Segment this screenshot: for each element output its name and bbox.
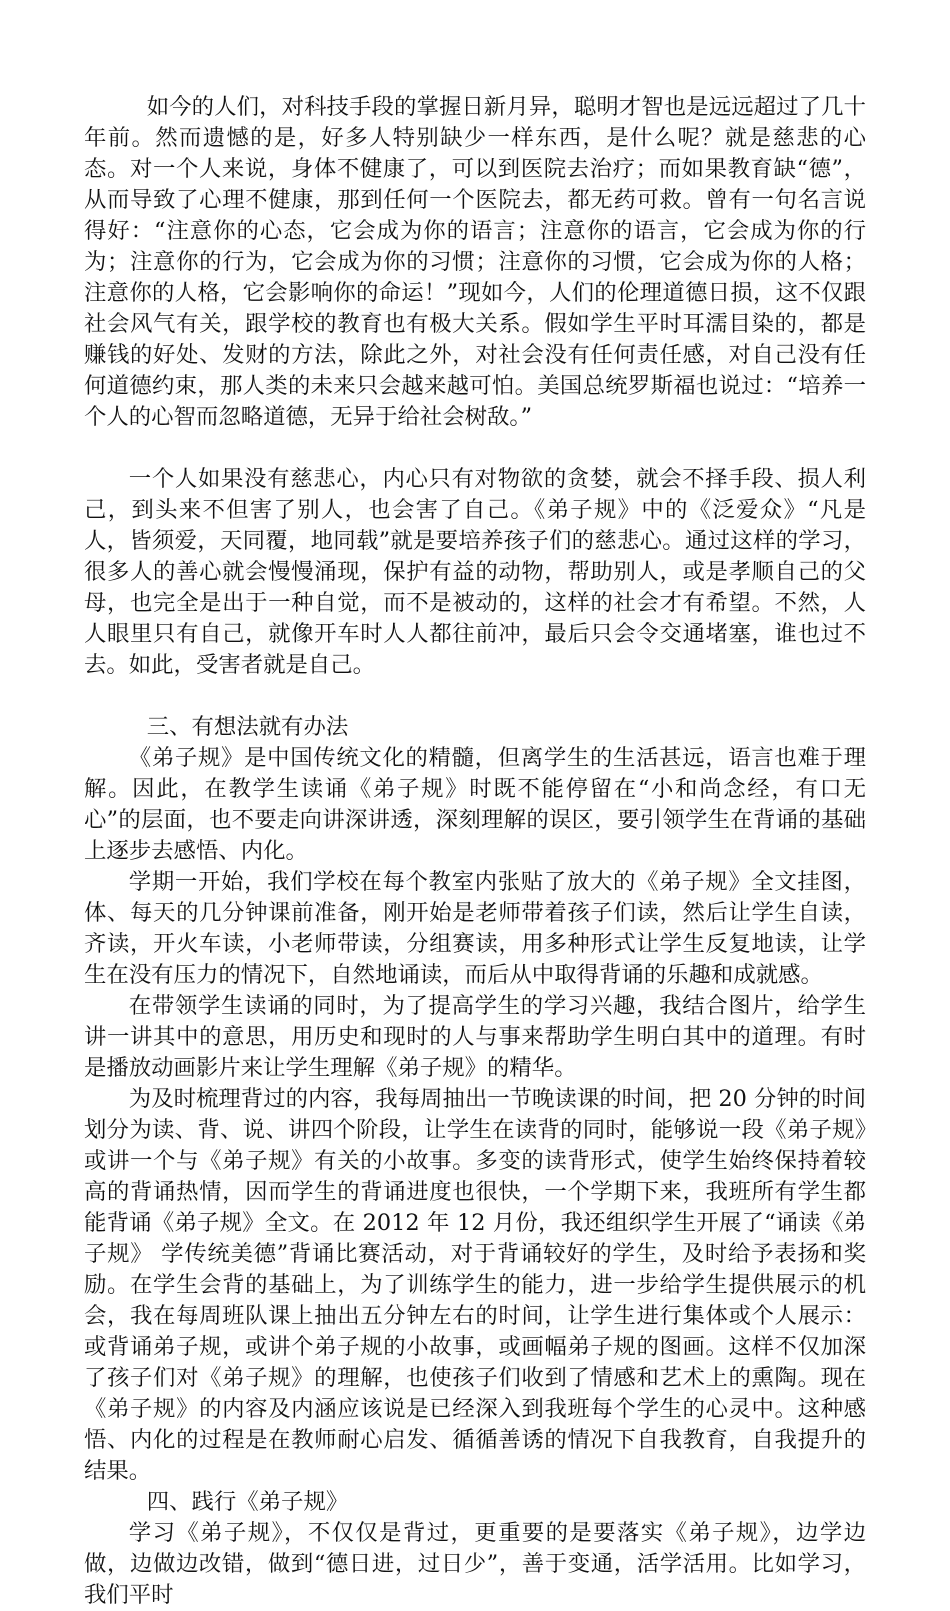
paragraph-compassion-dizigui: 一个人如果没有慈悲心，内心只有对物欲的贪婪，就会不择手段、损人利己，到头来不但害了别人，也会害了自己。《弟子规》中的《泛爱众》“凡是人，皆须爱，天同覆，地同载”就是要培养孩子们的慈悲心。通过这样的学习，很多人的善心就会慢慢涌现，保护有益的动物，帮助别人，或是孝顺自己的父母，也完全是出于一种自觉，而不是被动的，这样的社会才有希望。不然，人人眼里只有自己，就像开车时人人都往前冲，最后只会令交通堵塞，谁也过不去。如此，受害者就是自己。: [84, 466, 866, 678]
paragraph-practice: 学习《弟子规》，不仅仅是背过，更重要的是要落实《弟子规》，边学边做，边做边改错，做到“德日进，过日少”，善于变通，活学活用。比如学习，我们平时: [84, 1520, 866, 1608]
section-heading-four: 四、践行《弟子规》: [146, 1489, 349, 1515]
paragraph-weekly-review: 为及时梳理背过的内容，我每周抽出一节晚读课的时间，把 20 分钟的时间划分为读、背、说、讲四个阶段，让学生在读背的同时，能够说一段《弟子规》或讲一个与《弟子规》有关的小故事。多变的读背形式，使学生始终保持着较高的背诵热情，因而学生的背诵进度也很快，一个学期下来，我班所有学生都能背诵《弟子规》全文。在 2012 年 12 月份，我还组织学生开展了“诵读《弟子规》 学传统美德”背诵比赛活动，对于背诵较好的学生，及时给予表扬和奖励。在学生会背的基础上，为了训练学生的能力，进一步给学生提供展示的机会，我在每周班队课上抽出五分钟左右的时间，让学生进行集体或个人展示：或背诵弟子规，或讲个弟子规的小故事，或画幅弟子规的图画。这样不仅加深了孩子们对《弟子规》的理解，也使孩子们收到了情感和艺术上的熏陶。现在《弟子规》的内容及内涵应该说是已经深入到我班每个学生的心灵中。这种感悟、内化的过程是在教师耐心启发、循循善诱的情况下自我教育，自我提升的结果。: [84, 1086, 866, 1484]
paragraph-interest-building: 在带领学生读诵的同时，为了提高学生的学习兴趣，我结合图片，给学生讲一讲其中的意思，用历史和现时的人与事来帮助学生明白其中的道理。有时是播放动画影片来让学生理解《弟子规》的精华。: [84, 993, 866, 1081]
document-page: [84, 92, 866, 1611]
section-heading-three: 三、有想法就有办法: [146, 714, 349, 740]
paragraph-method-overview: 《弟子规》是中国传统文化的精髓，但离学生的生活甚远，语言也难于理解。因此，在教学生读诵《弟子规》时既不能停留在“小和尚念经，有口无心”的层面，也不要走向讲深讲透，深刻理解的误区，要引领学生在背诵的基础上逐步去感悟、内化。: [84, 745, 866, 864]
paragraph-classroom-reading: 学期一开始，我们学校在每个教室内张贴了放大的《弟子规》全文挂图，体、每天的几分钟课前准备，刚开始是老师带着孩子们读，然后让学生自读，齐读，开火车读，小老师带读，分组赛读，用多种形式让学生反复地读，让学生在没有压力的情况下，自然地诵读，而后从中取得背诵的乐趣和成就感。: [84, 869, 866, 988]
paragraph-compassion-intro: 如今的人们，对科技手段的掌握日新月异，聪明才智也是远远超过了几十年前。然而遗憾的是，好多人特别缺少一样东西，是什么呢？就是慈悲的心态。对一个人来说，身体不健康了，可以到医院去治疗；而如果教育缺“德”，从而导致了心理不健康，那到任何一个医院去，都无药可救。曾有一句名言说得好：“注意你的心态，它会成为你的语言；注意你的语言，它会成为你的行为；注意你的行为，它会成为你的习惯；注意你的习惯，它会成为你的人格；注意你的人格，它会影响你的命运！”现如今，人们的伦理道德日损，这不仅跟社会风气有关，跟学校的教育也有极大关系。假如学生平时耳濡目染的，都是赚钱的好处、发财的方法，除此之外，对社会没有任何责任感，对自己没有任何道德约束，那人类的未来只会越来越可怕。美国总统罗斯福也说过：“培养一个人的心智而忽略道德，无异于给社会树敌。”: [84, 94, 866, 430]
